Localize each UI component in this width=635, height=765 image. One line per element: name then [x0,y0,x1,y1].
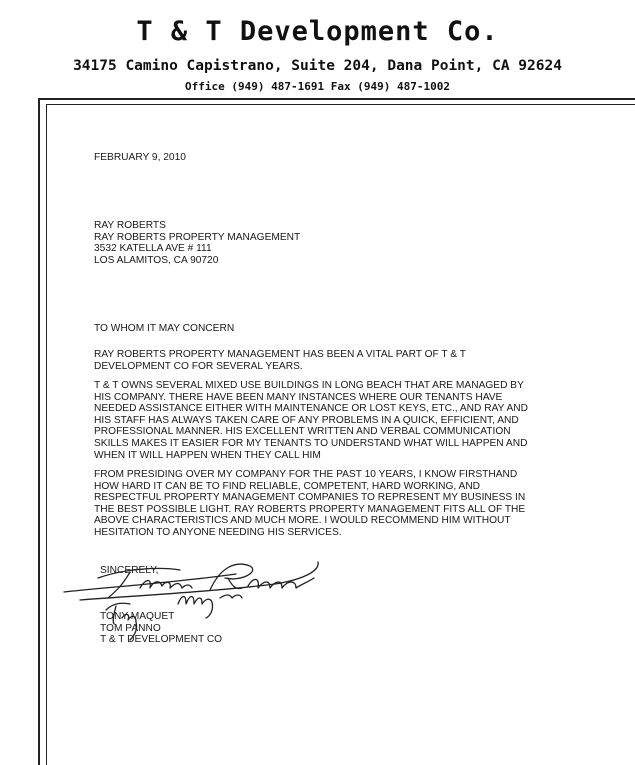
top-border-rule-outer [38,98,635,100]
paragraph-line: FROM PRESIDING OVER MY COMPANY FOR THE PAST 10 YEARS, I KNOW FIRSTHAND [94,469,518,480]
closing: SINCERELY, [100,565,159,576]
paragraph-2 [94,380,579,461]
recipient-company: RAY ROBERTS PROPERTY MANAGEMENT [94,231,301,243]
paragraph-line: HOW HARD IT CAN BE TO FIND RELIABLE, COMPETENT, HARD WORKING, AND [94,480,481,492]
letterhead-company-name: T & T Development Co. [136,16,499,47]
signer-company: T & T DEVELOPMENT CO [100,634,223,646]
signer-name-1: TONY MAQUET [100,611,175,622]
paragraph-line: HIS STAFF HAS ALWAYS TAKEN CARE OF ANY PROBLEMS IN A QUICK, EFFICIENT, AND [94,414,519,426]
signer-block [100,611,222,646]
paragraph-line: NEEDED ASSISTANCE EITHER WITH MAINTENANCE OR LOST KEYS, ETC., AND RAY AND [94,403,528,415]
paragraph-line: THE BEST POSSIBLE LIGHT. RAY ROBERTS PROPERTY MANAGEMENT FITS ALL OF THE [94,503,526,515]
paragraph-line: PROFESSIONAL MANNER. HIS EXCELLENT WRITTEN AND VERBAL COMMUNICATION [94,426,511,438]
paragraph-line: T & T OWNS SEVERAL MIXED USE BUILDINGS IN LONG BEACH THAT ARE MANAGED BY [94,380,524,391]
letter-date: FEBRUARY 9, 2010 [94,152,186,163]
paragraph-3 [94,469,579,539]
recipient-address-block [94,220,300,266]
letterhead-address: 34175 Camino Capistrano, Suite 204, Dana Point, CA 92624 [73,58,562,74]
signer-name-2: TOM PANNO [100,622,161,634]
letterhead-phones: Office (949) 487-1691 Fax (949) 487-1002 [185,80,450,93]
recipient-city: LOS ALAMITOS, CA 90720 [94,254,219,266]
paragraph-line: WHEN IT WILL HAPPEN WHEN THEY CALL HIM [94,449,321,461]
paragraph-line: RESPECTFUL PROPERTY MANAGEMENT COMPANIES TO REPRESENT MY BUSINESS IN [94,492,526,504]
paragraph-line: RAY ROBERTS PROPERTY MANAGEMENT HAS BEEN A VITAL PART OF T & T [94,349,466,360]
recipient-name: RAY ROBERTS [94,220,166,231]
left-border-rule-outer [38,98,40,765]
recipient-street: 3532 KATELLA AVE # 111 [94,243,212,255]
paragraph-1 [94,349,579,372]
paragraph-line: ABOVE CHARACTERISTICS AND MUCH MORE. I WOULD RECOMMEND HIM WITHOUT [94,515,511,527]
paragraph-line: SKILLS MAKES IT EASIER FOR MY TENANTS TO UNDERSTAND WHAT WILL HAPPEN AND [94,437,528,449]
salutation: TO WHOM IT MAY CONCERN [94,323,235,334]
paragraph-line: DEVELOPMENT CO FOR SEVERAL YEARS. [94,360,303,372]
paragraph-line: HESITATION TO ANYONE NEEDING HIS SERVICES. [94,526,342,538]
left-border-rule-inner [46,104,47,765]
top-border-rule-inner [46,104,635,105]
paragraph-line: HIS COMPANY. THERE HAVE BEEN MANY INSTANCES WHERE OUR TENANTS HAVE [94,391,503,403]
signature-stroke [80,562,318,600]
